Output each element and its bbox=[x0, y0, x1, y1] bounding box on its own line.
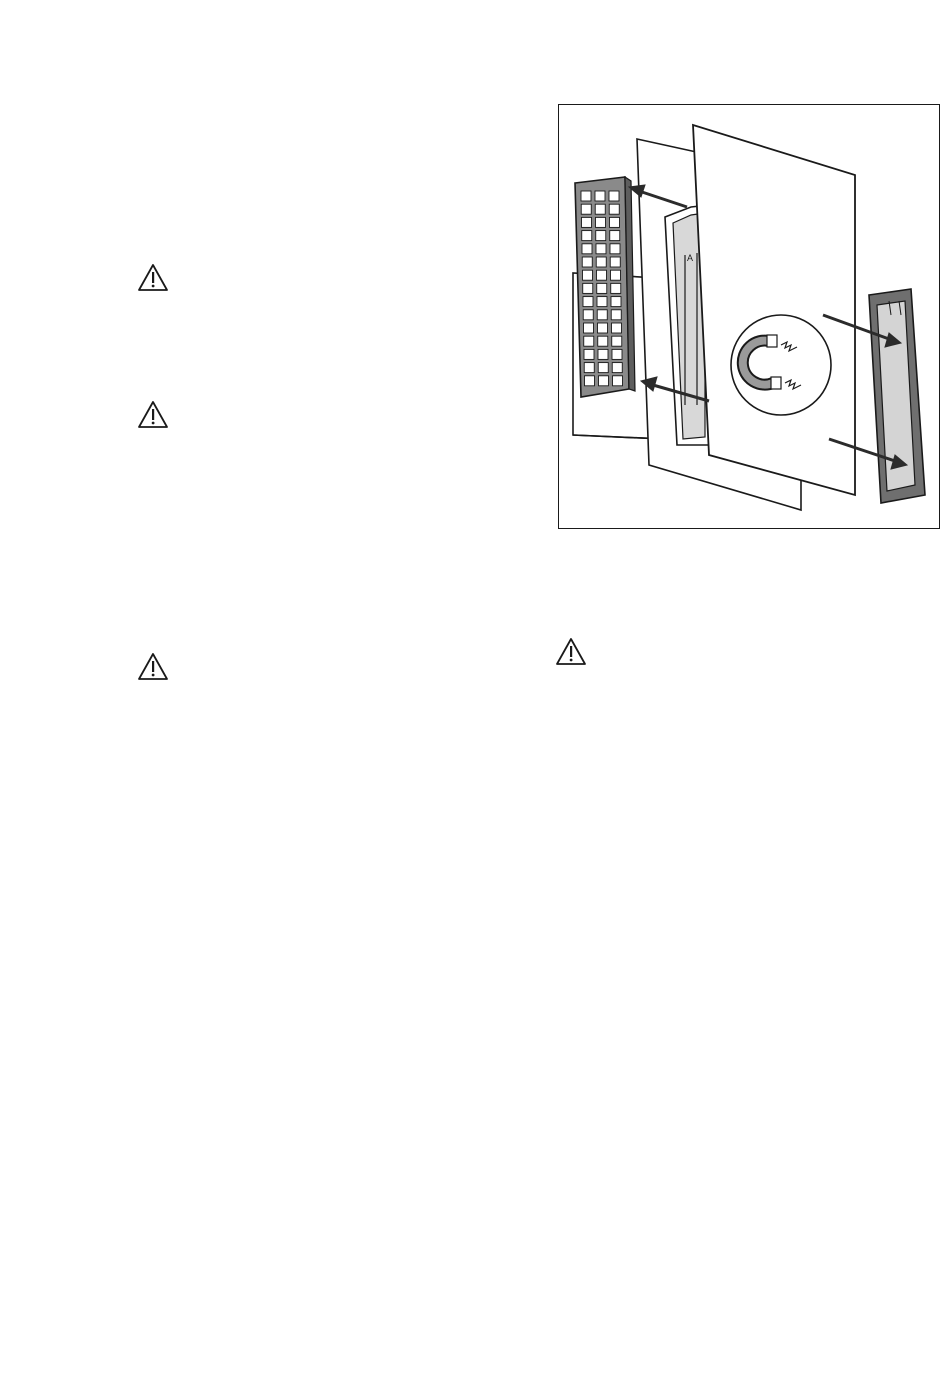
grille-slot bbox=[596, 231, 606, 241]
grille-slot bbox=[582, 244, 592, 254]
grille-slot bbox=[612, 323, 622, 333]
grille-slot bbox=[610, 244, 620, 254]
grille-slot bbox=[583, 310, 593, 320]
grille-slot bbox=[597, 310, 607, 320]
grille-slot bbox=[583, 283, 593, 293]
magnet-icon bbox=[731, 315, 831, 415]
grille-slot bbox=[612, 336, 622, 346]
grille-slot bbox=[595, 191, 605, 201]
warning-triangle-icon bbox=[137, 263, 169, 292]
grille-slot bbox=[609, 204, 619, 214]
installation-figure bbox=[558, 104, 940, 529]
warning-triangle-icon bbox=[555, 637, 587, 666]
grille-slot bbox=[583, 270, 593, 280]
grille-slot bbox=[597, 270, 607, 280]
vent-grille-panel bbox=[575, 177, 635, 397]
grille-slot bbox=[581, 204, 591, 214]
grille-slot bbox=[584, 323, 594, 333]
grille-slot bbox=[610, 217, 620, 227]
grille-slot bbox=[596, 257, 606, 267]
grille-slot bbox=[599, 376, 609, 386]
grille-slot bbox=[584, 336, 594, 346]
grille-slot bbox=[598, 363, 608, 373]
grille-slot bbox=[582, 257, 592, 267]
grille-slot bbox=[609, 191, 619, 201]
grille-slot bbox=[611, 283, 621, 293]
grille-slot bbox=[598, 349, 608, 359]
svg-text:A: A bbox=[687, 253, 694, 263]
warning-triangle-icon bbox=[137, 652, 169, 681]
grille-slot bbox=[611, 270, 621, 280]
grille-slot bbox=[611, 310, 621, 320]
grille-slot bbox=[598, 336, 608, 346]
grille-slot bbox=[596, 217, 606, 227]
grille-slot bbox=[584, 363, 594, 373]
warning-triangle-icon bbox=[137, 400, 169, 429]
grille-slot bbox=[613, 376, 623, 386]
grille-slot bbox=[612, 349, 622, 359]
grille-slot bbox=[582, 231, 592, 241]
grille-slot bbox=[596, 244, 606, 254]
grille-slot bbox=[610, 231, 620, 241]
grille-slot bbox=[612, 363, 622, 373]
grille-slot bbox=[597, 283, 607, 293]
grille-slot bbox=[610, 257, 620, 267]
grille-slot bbox=[595, 204, 605, 214]
grille-slot bbox=[584, 349, 594, 359]
grille-slot bbox=[585, 376, 595, 386]
grille-slot bbox=[598, 323, 608, 333]
grille-slot bbox=[581, 191, 591, 201]
grille-slot bbox=[583, 297, 593, 307]
grille-slot bbox=[597, 297, 607, 307]
side-seal-strip bbox=[869, 289, 925, 503]
panel-removal-illustration bbox=[559, 105, 940, 529]
grille-slot bbox=[582, 217, 592, 227]
grille-slot bbox=[611, 297, 621, 307]
